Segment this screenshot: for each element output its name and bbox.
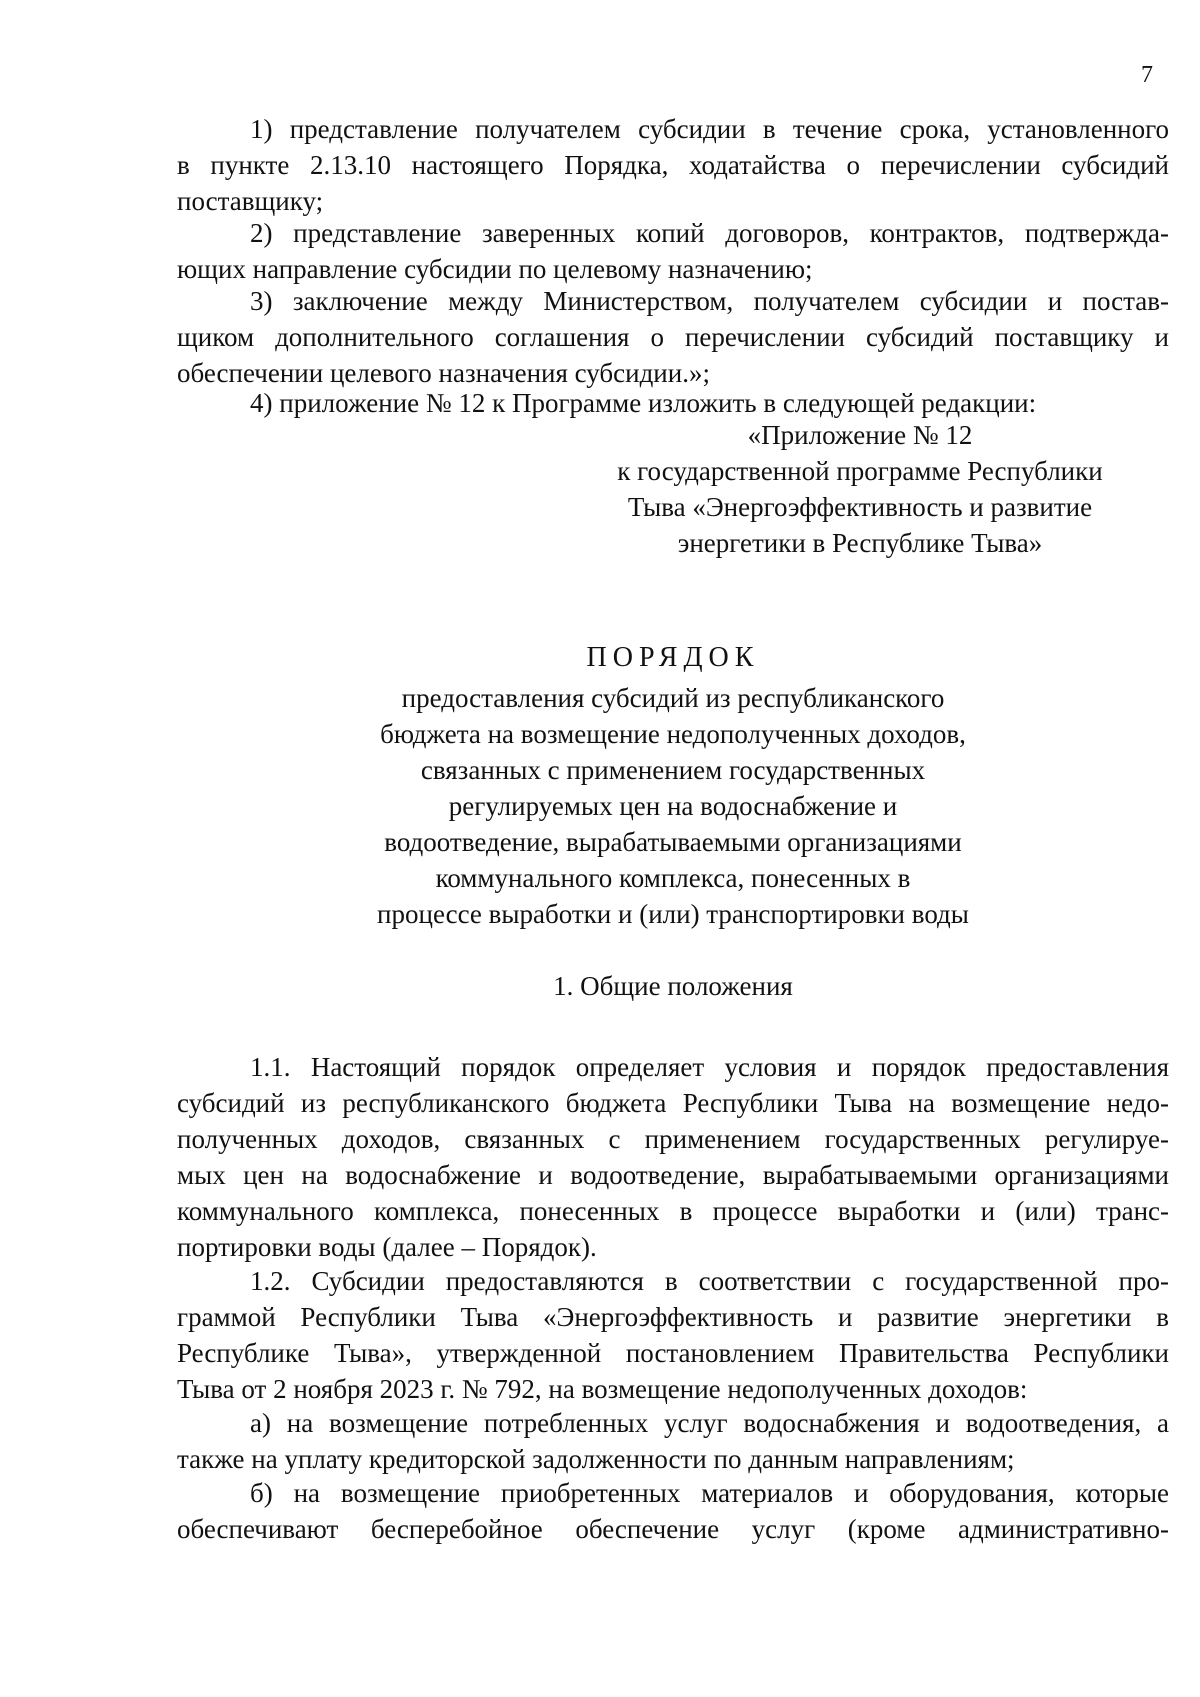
document-subtitle-line-2: бюджета на возмещение недополученных доходов, bbox=[380, 719, 966, 749]
para-1-1-line-3: полученных доходов, связанных с применением государственных регулируе- bbox=[177, 1124, 1169, 1154]
para-1-1-line-5: коммунального комплекса, понесенных в процессе выработки и (или) транс- bbox=[177, 1196, 1169, 1226]
document-subtitle-line-5: водоотведение, вырабатываемыми организациями bbox=[384, 827, 962, 857]
document-title: ПОРЯДОК bbox=[586, 642, 760, 673]
item-2-line-1: 2) представление заверенных копий договоров, контрактов, подтвержда- bbox=[250, 218, 1169, 248]
document-subtitle-line-4: регулируемых цен на водоснабжение и bbox=[448, 791, 898, 821]
item-1-line-2: в пункте 2.13.10 настоящего Порядка, ходатайства о перечислении субсидий bbox=[177, 150, 1169, 180]
item-3-line-3: обеспечении целевого назначения субсидии.»; bbox=[177, 358, 710, 388]
para-b-line-1: б) на возмещение приобретенных материалов и оборудования, которые bbox=[250, 1478, 1169, 1508]
para-b-line-2: обеспечивают бесперебойное обеспечение услуг (кроме административно- bbox=[177, 1514, 1169, 1544]
document-subtitle-line-1: предоставления субсидий из республиканского bbox=[401, 683, 945, 713]
para-1-2-line-4: Тыва от 2 ноября 2023 г. № 792, на возмещение недополученных доходов: bbox=[177, 1374, 1028, 1404]
item-3-line-1: 3) заключение между Министерством, получателем субсидии и постав- bbox=[250, 286, 1169, 316]
document-subtitle-line-7: процессе выработки и (или) транспортировки воды bbox=[377, 899, 969, 929]
appendix-header-line-1: «Приложение № 12 bbox=[747, 420, 973, 450]
para-1-2-line-1: 1.2. Субсидии предоставляются в соответствии с государственной про- bbox=[250, 1266, 1169, 1296]
section-heading: 1. Общие положения bbox=[553, 971, 793, 1001]
para-1-1-line-4: мых цен на водоснабжение и водоотведение, вырабатываемыми организациями bbox=[177, 1160, 1169, 1190]
item-3-line-2: щиком дополнительного соглашения о перечислении субсидий поставщику и bbox=[177, 322, 1169, 352]
appendix-header-line-3: Тыва «Энергоэффективность и развитие bbox=[627, 492, 1093, 522]
item-1-line-1: 1) представление получателем субсидии в течение срока, установленного bbox=[250, 114, 1169, 144]
para-1-1-line-1: 1.1. Настоящий порядок определяет условия и порядок предоставления bbox=[250, 1052, 1169, 1082]
document-subtitle-line-3: связанных с применением государственных bbox=[420, 755, 926, 785]
item-2-line-2: ющих направление субсидии по целевому назначению; bbox=[177, 254, 813, 284]
para-1-2-line-3: Республике Тыва», утвержденной постановлением Правительства Республики bbox=[177, 1338, 1169, 1368]
para-a-line-1: а) на возмещение потребленных услуг водоснабжения и водоотведения, а bbox=[250, 1408, 1169, 1438]
page-number: 7 bbox=[1141, 62, 1153, 88]
item-1-line-3: поставщику; bbox=[177, 186, 324, 216]
appendix-header-line-2: к государственной программе Республики bbox=[617, 456, 1103, 486]
para-a-line-2: также на уплату кредиторской задолженности по данным направлениям; bbox=[177, 1444, 1015, 1474]
para-1-2-line-2: граммой Республики Тыва «Энергоэффективность и развитие энергетики в bbox=[177, 1302, 1169, 1332]
para-1-1-line-2: субсидий из республиканского бюджета Республики Тыва на возмещение недо- bbox=[177, 1088, 1169, 1118]
item-4-line-1: 4) приложение № 12 к Программе изложить в следующей редакции: bbox=[250, 388, 1037, 418]
appendix-header-line-4: энергетики в Республике Тыва» bbox=[677, 528, 1043, 558]
document-subtitle-line-6: коммунального комплекса, понесенных в bbox=[435, 863, 911, 893]
para-1-1-line-6: портировки воды (далее – Порядок). bbox=[177, 1232, 597, 1262]
